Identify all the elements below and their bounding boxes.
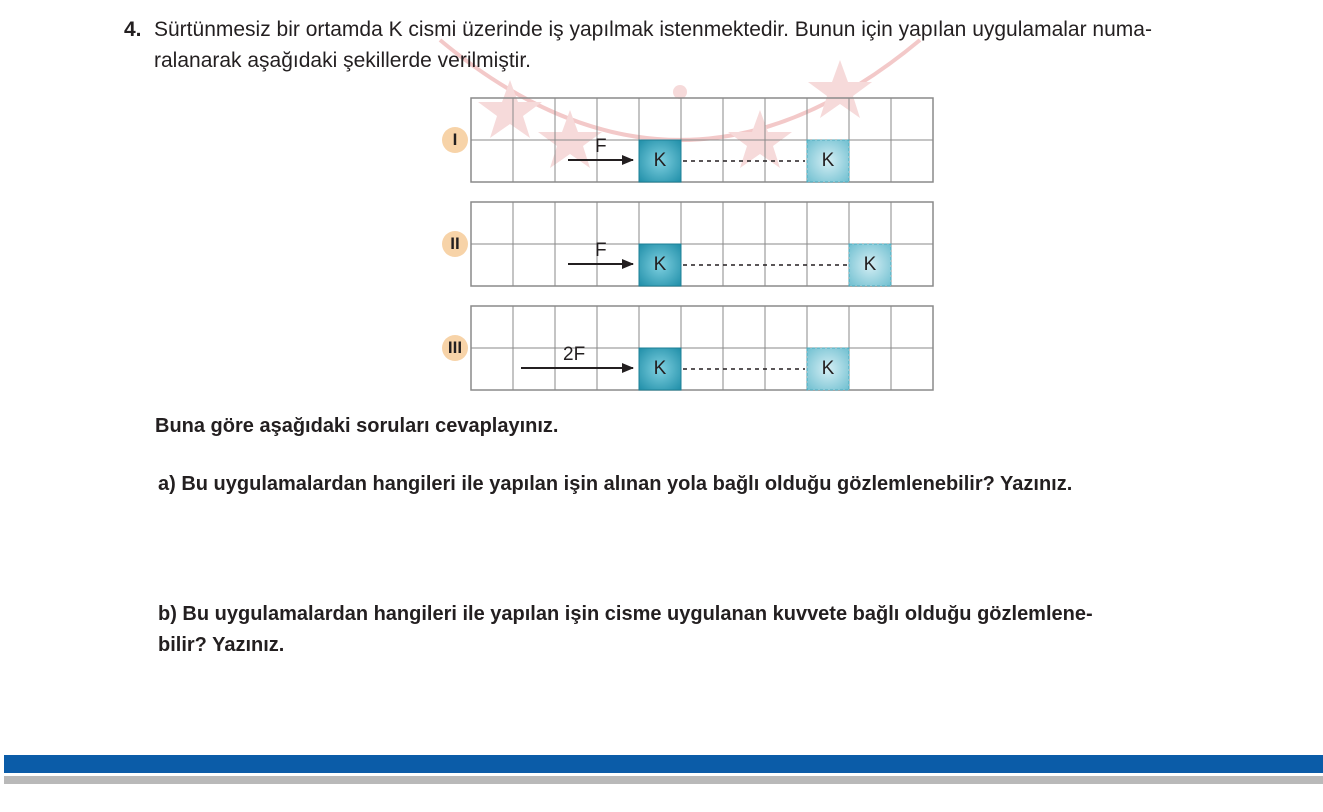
- question-part-b-line-2: bilir? Yazınız.: [158, 634, 285, 656]
- experiment-figure: [438, 96, 938, 396]
- object-k-start-label-1: K: [653, 150, 667, 171]
- object-k-end-label-1: K: [821, 150, 835, 171]
- force-label-1: F: [595, 136, 607, 157]
- footer-bar: [4, 755, 1323, 773]
- object-k-start-label-2: K: [653, 254, 667, 275]
- object-k-start-label-3: K: [653, 358, 667, 379]
- question-text: [124, 14, 1224, 76]
- question-part-b-line-1: b) Bu uygulamalardan hangileri ile yapılan işin cisme uygulanan kuvvete bağlı olduğu gözlemlene-: [158, 603, 1093, 625]
- question-part-b: [158, 599, 1218, 661]
- question-line-1: Sürtünmesiz bir ortamda K cismi üzerinde iş yapılmak istenmektedir. Bunun için yapılan uygulamalar numa-: [154, 18, 1152, 41]
- question-line-2: ralanarak aşağıdaki şekillerde verilmiştir.: [154, 49, 531, 72]
- force-label-3: 2F: [563, 344, 586, 365]
- row-label-3: III: [442, 335, 468, 361]
- instruction-text: Buna göre aşağıdaki soruları cevaplayınız.: [155, 415, 559, 437]
- object-k-end-label-2: K: [863, 254, 877, 275]
- figure-drawing: [438, 96, 938, 396]
- row-label-2: II: [442, 231, 468, 257]
- object-k-end-label-3: K: [821, 358, 835, 379]
- question-number: 4.: [124, 18, 142, 41]
- footer-stripe: [4, 776, 1323, 784]
- row-label-1: I: [442, 127, 468, 153]
- force-label-2: F: [595, 240, 607, 261]
- question-part-a: a) Bu uygulamalardan hangileri ile yapılan işin alınan yola bağlı olduğu gözlemlenebilir? Yazınız.: [158, 473, 1073, 495]
